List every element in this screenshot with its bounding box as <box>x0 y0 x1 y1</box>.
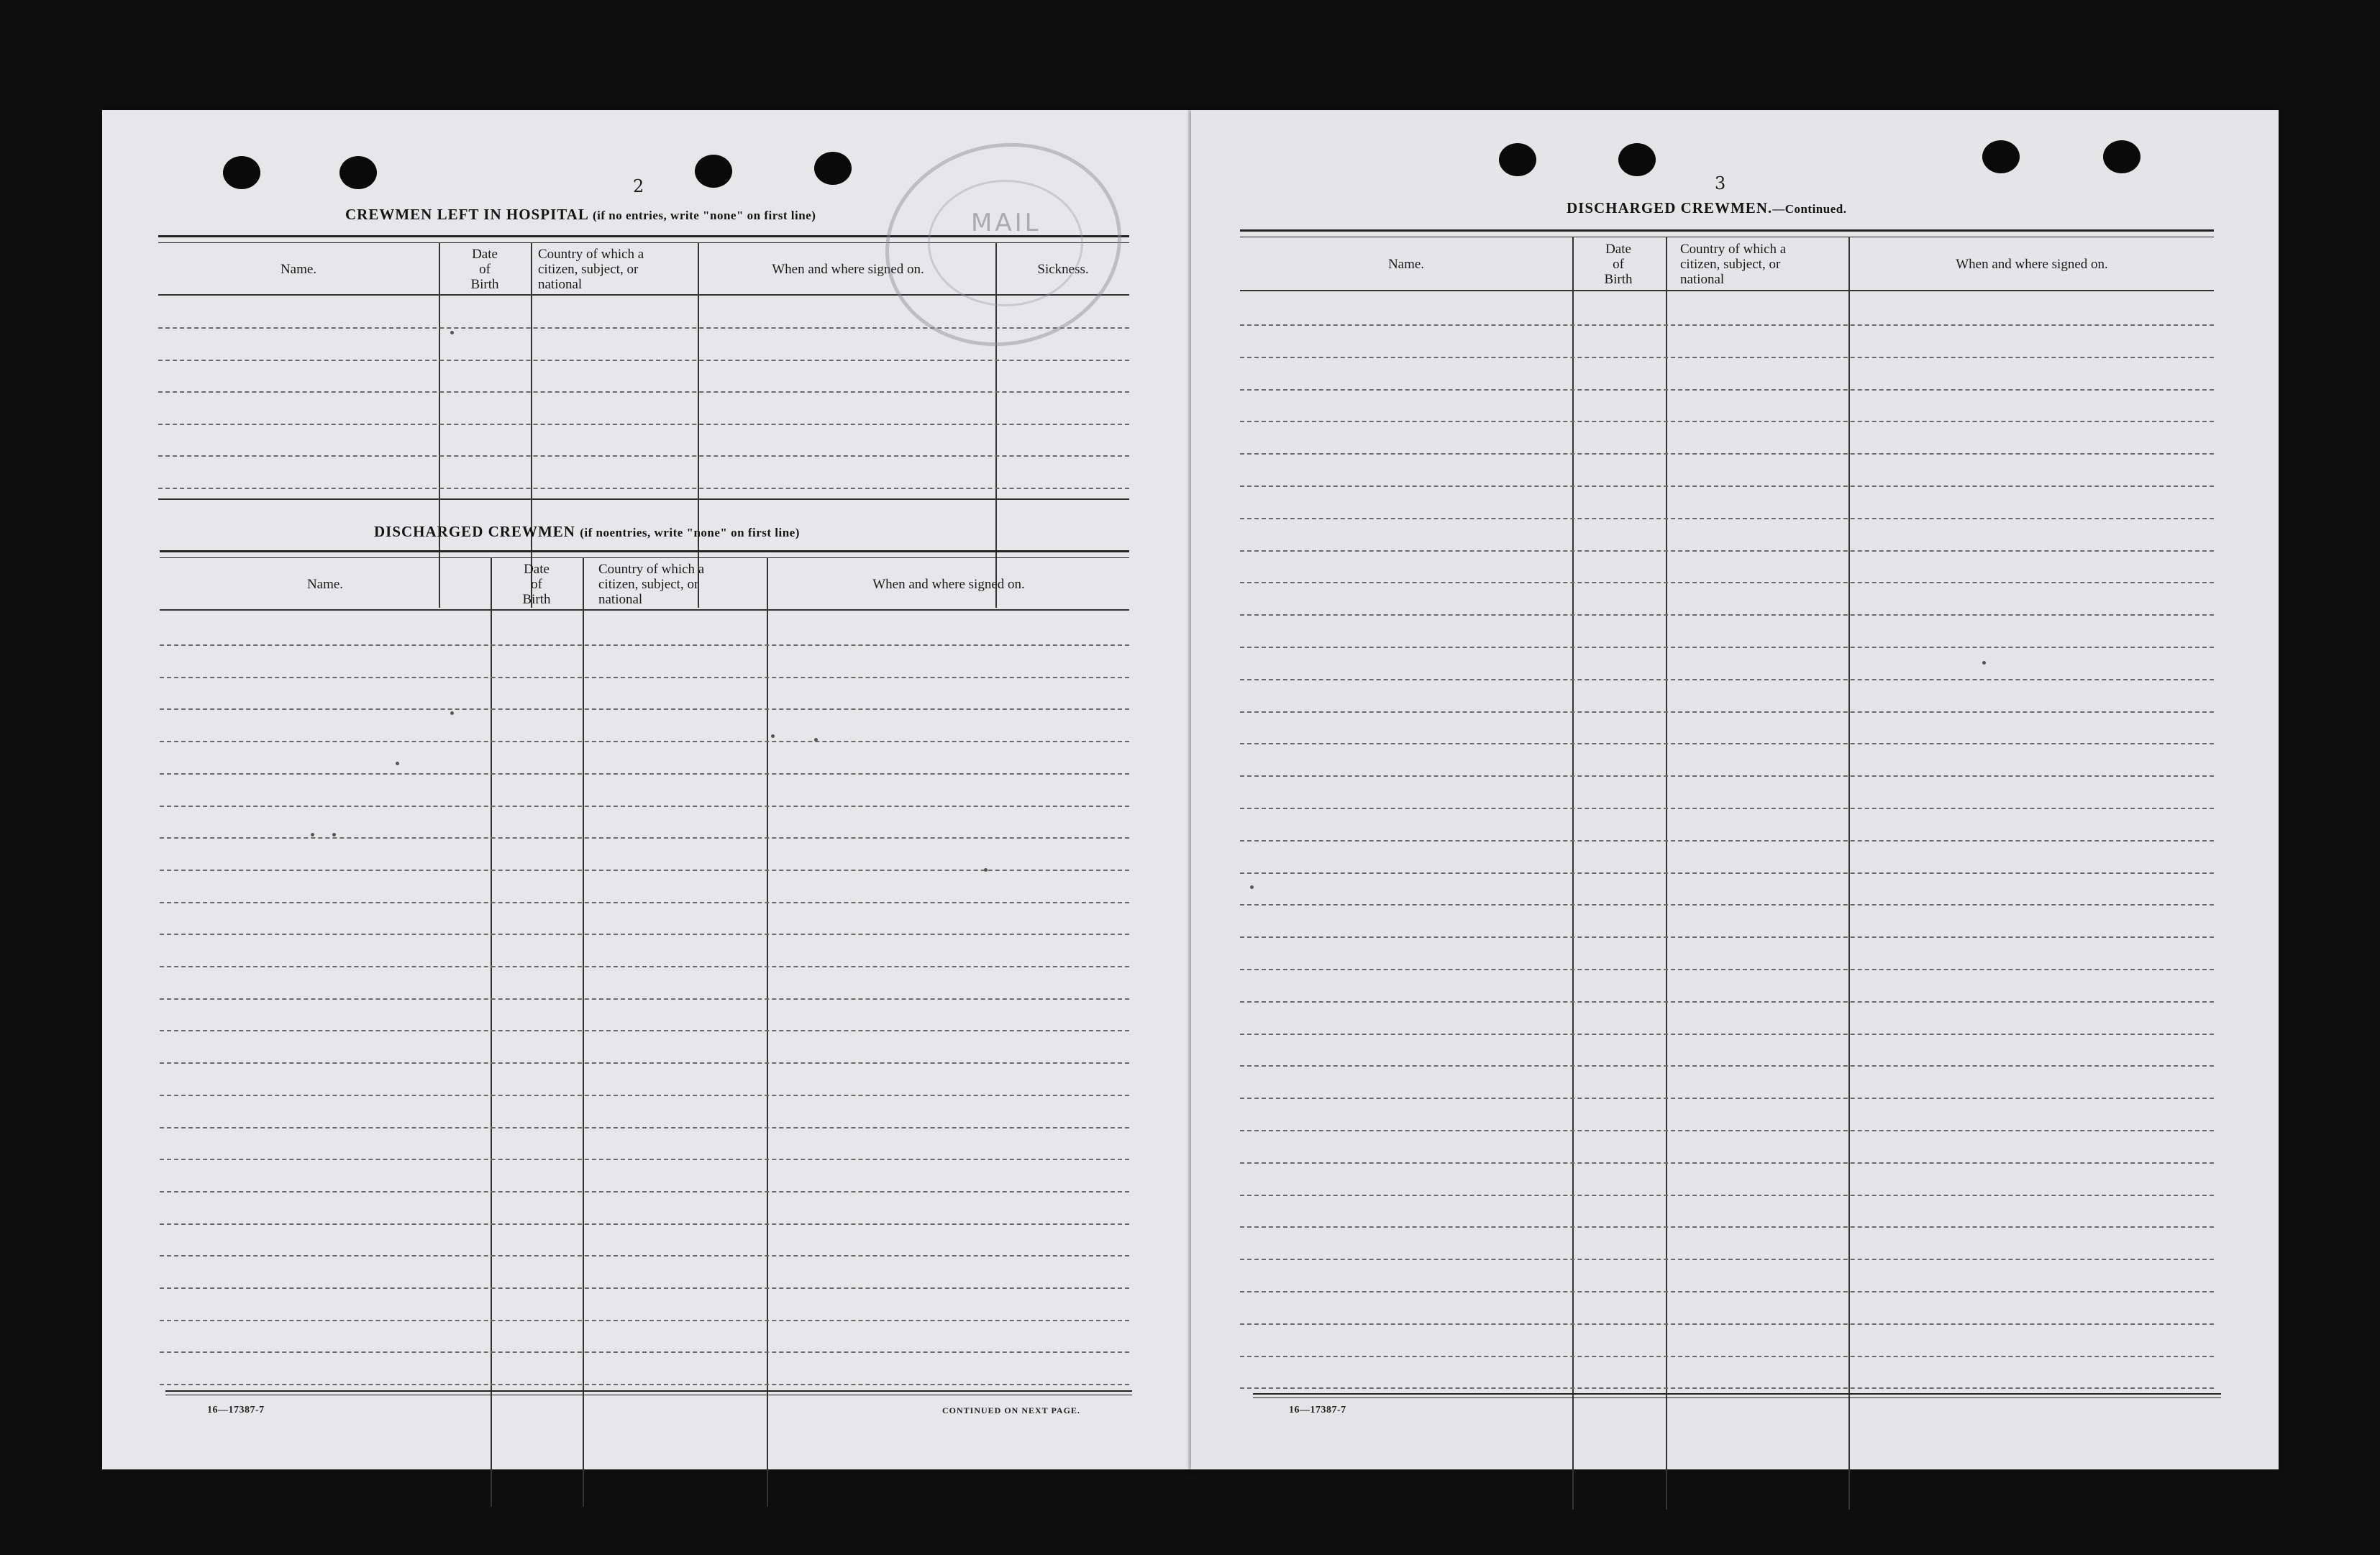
blank-entry-line <box>160 837 1129 839</box>
discharged-col-divider <box>583 557 584 1507</box>
blank-entry-line <box>1240 1291 2214 1292</box>
discharged-section-title <box>374 523 800 541</box>
speck <box>332 833 336 836</box>
page-number: 3 <box>1715 173 1726 193</box>
blank-entry-line <box>1240 389 2214 391</box>
blank-entry-line <box>1240 904 2214 906</box>
blank-entry-line <box>158 391 1129 393</box>
continued-table-bottom-rule <box>1253 1393 2221 1398</box>
speck <box>311 833 314 836</box>
punch-hole <box>2103 140 2140 173</box>
page-number: 2 <box>633 176 644 196</box>
hospital-col-birth: Date of Birth <box>470 246 499 292</box>
hospital-table-bottom-rule <box>158 498 1129 500</box>
blank-entry-line <box>160 806 1129 807</box>
blank-entry-line <box>160 1287 1129 1289</box>
blank-entry-line <box>1240 1162 2214 1164</box>
blank-entry-line <box>1240 679 2214 680</box>
blank-entry-line <box>160 708 1129 710</box>
blank-entry-line <box>1240 485 2214 487</box>
blank-entry-line <box>158 424 1129 425</box>
speck <box>450 331 454 334</box>
speck <box>771 734 775 738</box>
blank-entry-line <box>160 1127 1129 1128</box>
blank-entry-line <box>1240 647 2214 648</box>
punch-hole <box>1618 143 1656 176</box>
blank-entry-line <box>1240 1356 2214 1357</box>
speck <box>450 711 454 715</box>
discharged-col-name: Name. <box>306 576 344 592</box>
blank-entry-line <box>158 455 1129 457</box>
blank-entry-line <box>1240 808 2214 809</box>
discharged-table-bottom-rule <box>165 1390 1132 1395</box>
blank-entry-line <box>1240 1065 2214 1067</box>
blank-entry-line <box>1240 775 2214 777</box>
discharged-col-divider <box>767 557 768 1507</box>
blank-entry-line <box>160 1223 1129 1225</box>
speck <box>1982 661 1986 665</box>
punch-hole <box>223 156 260 189</box>
postal-stamp-text: MAIL <box>971 209 1041 237</box>
blank-entry-line <box>1240 1034 2214 1035</box>
blank-entry-line <box>160 1255 1129 1257</box>
blank-entry-line <box>160 1191 1129 1193</box>
blank-entry-line <box>1240 550 2214 552</box>
speck <box>984 868 988 872</box>
discharged-table-header-rule <box>160 609 1129 611</box>
hospital-section-title <box>345 206 816 224</box>
blank-entry-line <box>1240 936 2214 938</box>
blank-entry-line <box>160 1351 1129 1353</box>
blank-entry-line <box>1240 1001 2214 1003</box>
form-number: 16—17387-7 <box>207 1405 265 1415</box>
blank-entry-line <box>1240 711 2214 713</box>
blank-entry-line <box>1240 518 2214 519</box>
discharged-continued-suffix: —Continued. <box>1772 202 1847 216</box>
discharged-continued-title-text: DISCHARGED CREWMEN. <box>1567 199 1773 216</box>
continued-col-signed-on: When and where signed on. <box>1956 256 2108 272</box>
blank-entry-line <box>160 1095 1129 1096</box>
blank-entry-line <box>160 1062 1129 1064</box>
punch-hole <box>695 155 732 188</box>
blank-entry-line <box>1240 1323 2214 1325</box>
blank-entry-line <box>160 1320 1129 1321</box>
blank-entry-line <box>1240 969 2214 970</box>
speck <box>814 738 818 742</box>
blank-entry-line <box>1240 1195 2214 1196</box>
blank-entry-line <box>160 1030 1129 1031</box>
punch-hole <box>1982 140 2020 173</box>
postal-stamp-inner-ring <box>928 180 1083 306</box>
punch-hole <box>339 156 377 189</box>
blank-entry-line <box>160 741 1129 742</box>
blank-entry-line <box>1240 743 2214 744</box>
blank-entry-line <box>160 902 1129 903</box>
hospital-col-signed-on: When and where signed on. <box>772 261 924 277</box>
blank-entry-line <box>1240 1130 2214 1131</box>
continued-note: CONTINUED ON NEXT PAGE. <box>942 1405 1080 1415</box>
blank-entry-line <box>158 360 1129 361</box>
punch-hole <box>1499 143 1536 176</box>
discharged-title-text: DISCHARGED CREWMEN <box>374 523 575 540</box>
hospital-col-country: Country of which a citizen, subject, or national <box>538 246 644 292</box>
blank-entry-line <box>160 1159 1129 1160</box>
blank-entry-line <box>1240 582 2214 583</box>
blank-entry-line <box>1240 840 2214 842</box>
discharged-col-country: Country of which a citizen, subject, or national <box>598 561 705 607</box>
hospital-col-sickness: Sickness. <box>1037 261 1089 277</box>
continued-col-country: Country of which a citizen, subject, or national <box>1680 241 1787 287</box>
continued-col-birth: Date of Birth <box>1604 241 1633 287</box>
discharged-continued-title <box>1567 199 1846 217</box>
discharged-table-top-rule <box>160 550 1129 558</box>
blank-entry-line <box>160 998 1129 1000</box>
speck <box>1250 885 1254 889</box>
form-number: 16—17387-7 <box>1289 1405 1346 1415</box>
speck <box>396 762 399 765</box>
blank-entry-line <box>1240 324 2214 326</box>
blank-entry-line <box>1240 872 2214 874</box>
hospital-title-text: CREWMEN LEFT IN HOSPITAL <box>345 206 588 223</box>
hospital-title-note: (if no entries, write "none" on first line) <box>592 209 816 222</box>
right-page <box>1191 110 2279 1469</box>
discharged-col-signed-on: When and where signed on. <box>872 576 1025 592</box>
blank-entry-line <box>1240 614 2214 616</box>
blank-entry-line <box>160 966 1129 967</box>
blank-entry-line <box>1240 421 2214 422</box>
blank-entry-line <box>160 1384 1129 1385</box>
blank-entry-line <box>160 677 1129 678</box>
blank-entry-line <box>160 773 1129 775</box>
discharged-col-birth: Date of Birth <box>522 561 551 607</box>
blank-entry-line <box>1240 357 2214 358</box>
blank-entry-line <box>1240 1226 2214 1228</box>
blank-entry-line <box>1240 1098 2214 1099</box>
hospital-col-name: Name. <box>280 261 317 277</box>
punch-hole <box>814 152 852 185</box>
continued-col-name: Name. <box>1387 256 1425 272</box>
blank-entry-line <box>160 644 1129 646</box>
blank-entry-line <box>1240 1387 2214 1389</box>
blank-entry-line <box>1240 1259 2214 1260</box>
discharged-col-divider <box>491 557 492 1507</box>
continued-table-top-rule <box>1240 229 2214 237</box>
blank-entry-line <box>160 934 1129 935</box>
continued-table-header-rule <box>1240 290 2214 291</box>
blank-entry-line <box>1240 453 2214 455</box>
blank-entry-line <box>158 488 1129 489</box>
discharged-title-note: (if noentries, write "none" on first line) <box>580 526 800 539</box>
